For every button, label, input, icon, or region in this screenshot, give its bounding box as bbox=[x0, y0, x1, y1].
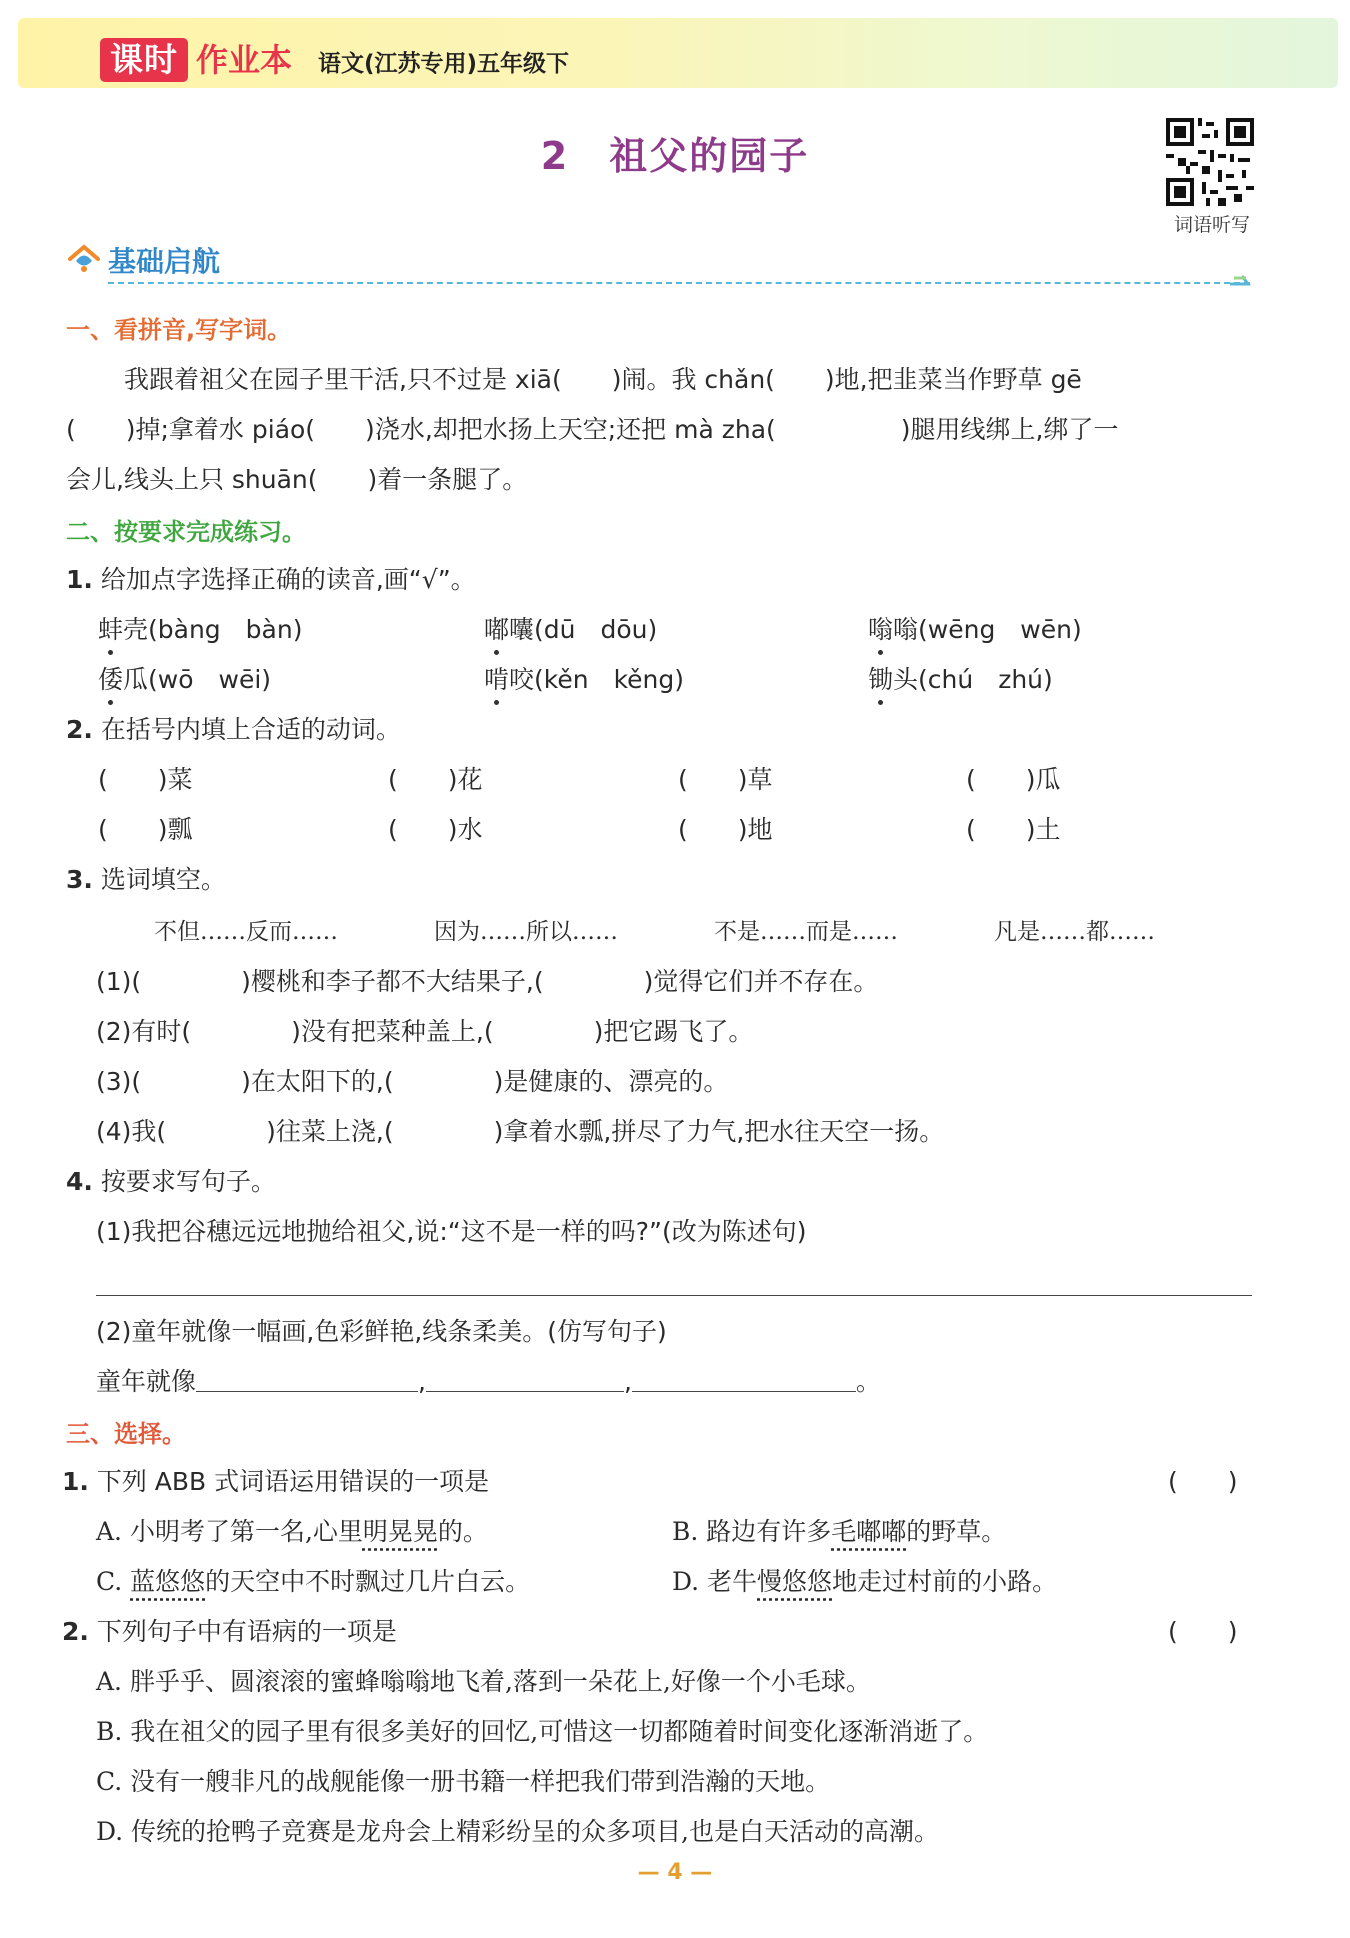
section-divider bbox=[108, 282, 1250, 284]
qr-code-icon[interactable] bbox=[1166, 118, 1254, 206]
dotted-char: 锄 bbox=[868, 662, 893, 698]
dotted-char: 嗡 bbox=[868, 612, 893, 648]
choice-text: A. 小明考了第一名,心里 bbox=[96, 1517, 363, 1546]
word-option: 凡是……都…… bbox=[994, 919, 1155, 945]
pinyin-item[interactable] bbox=[868, 612, 1082, 648]
question-number: 2. bbox=[62, 1617, 89, 1646]
choice-a[interactable] bbox=[96, 1514, 488, 1550]
qr-label: 词语听写 bbox=[1173, 214, 1250, 236]
dotted-word: 蓝悠悠 bbox=[130, 1567, 206, 1596]
verb-blank[interactable]: ( )地 bbox=[678, 815, 773, 844]
question-number: 1. bbox=[62, 1467, 89, 1496]
imitate-instruction: (2)童年就像一幅画,色彩鲜艳,线条柔美。(仿写句子) bbox=[96, 1317, 667, 1346]
comma: , bbox=[418, 1367, 426, 1396]
answer-paren[interactable]: ( ) bbox=[1168, 1467, 1238, 1496]
comma: , bbox=[623, 1367, 632, 1396]
dotted-char: 嘟 bbox=[484, 612, 509, 648]
verb-blank[interactable]: ( )土 bbox=[966, 815, 1061, 844]
part1-line-2: ( )掉;拿着水 piáo( )浇水,却把水扬上天空;还把 mà zha( )腿用线绑上,绑了一 bbox=[66, 415, 1119, 444]
brand-logo-box: 课时 bbox=[100, 38, 188, 82]
part1-title: 一、看拼音,写字词。 bbox=[66, 316, 292, 344]
dotted-word: 明晃晃 bbox=[362, 1517, 438, 1546]
lesson-title: 2 祖父的园子 bbox=[540, 134, 810, 178]
imitate-answer-row bbox=[96, 1364, 881, 1400]
brand-logo-text: 作业本 bbox=[196, 41, 293, 79]
pinyin-options: 咬(kěn kěng) bbox=[509, 665, 685, 694]
question-text: 按要求写句子。 bbox=[100, 1167, 276, 1196]
sentence-prefix: 童年就像 bbox=[96, 1367, 197, 1396]
pinyin-options: 瓜(wō wēi) bbox=[123, 665, 272, 694]
period: 。 bbox=[855, 1367, 881, 1396]
question-text: 下列句子中有语病的一项是 bbox=[96, 1617, 397, 1646]
verb-blank[interactable]: ( )瓜 bbox=[966, 765, 1061, 794]
answer-line[interactable] bbox=[96, 1295, 1252, 1296]
pinyin-item[interactable] bbox=[868, 662, 1053, 698]
question-number: 4. bbox=[66, 1167, 93, 1196]
part2-title: 二、按要求完成练习。 bbox=[66, 518, 306, 546]
pinyin-item[interactable] bbox=[98, 612, 302, 648]
q2-2-stem bbox=[66, 712, 401, 748]
answer-blank[interactable] bbox=[632, 1365, 856, 1392]
house-icon bbox=[68, 244, 100, 274]
question-text: 给加点字选择正确的读音,画“√”。 bbox=[100, 565, 476, 594]
q2-3-stem bbox=[66, 862, 226, 898]
q3-2-stem bbox=[62, 1614, 397, 1650]
q2-4-stem bbox=[66, 1164, 276, 1200]
verb-blank[interactable]: ( )草 bbox=[678, 765, 773, 794]
dotted-char: 蚌 bbox=[98, 612, 123, 648]
fill-sentence[interactable]: (1)( )樱桃和李子都不大结果子,( )觉得它们并不存在。 bbox=[96, 967, 879, 996]
fill-sentence[interactable]: (2)有时( )没有把菜种盖上,( )把它踢飞了。 bbox=[96, 1017, 754, 1046]
answer-blank[interactable] bbox=[426, 1365, 624, 1392]
question-number: 3. bbox=[66, 865, 93, 894]
verb-blank[interactable]: ( )瓢 bbox=[98, 815, 193, 844]
choice-b[interactable]: B. 我在祖父的园子里有很多美好的回忆,可惜这一切都随着时间变化逐渐消逝了。 bbox=[96, 1717, 989, 1746]
choice-a[interactable]: A. 胖乎乎、圆滚滚的蜜蜂嗡嗡地飞着,落到一朵花上,好像一个小毛球。 bbox=[96, 1667, 871, 1696]
choice-text: 的。 bbox=[437, 1517, 488, 1546]
pinyin-item[interactable] bbox=[484, 612, 657, 648]
choice-b[interactable] bbox=[672, 1514, 1006, 1550]
fill-sentence[interactable]: (3)( )在太阳下的,( )是健康的、漂亮的。 bbox=[96, 1067, 729, 1096]
choice-text: D. 老牛 bbox=[672, 1567, 758, 1596]
q3-1-stem bbox=[62, 1464, 489, 1500]
answer-paren[interactable]: ( ) bbox=[1168, 1617, 1238, 1646]
question-text: 选词填空。 bbox=[100, 865, 226, 894]
choice-d[interactable]: D. 传统的抢鸭子竞赛是龙舟会上精彩纷呈的众多项目,也是白天活动的高潮。 bbox=[96, 1817, 939, 1846]
section-header: 基础启航 bbox=[108, 245, 221, 278]
dotted-word: 慢悠悠 bbox=[757, 1567, 833, 1596]
word-option: 因为……所以…… bbox=[434, 919, 618, 945]
verb-blank[interactable]: ( )花 bbox=[388, 765, 483, 794]
page-number: — 4 — bbox=[637, 1860, 713, 1885]
arrow-decoration-icon bbox=[1228, 268, 1254, 288]
choice-text: 地走过村前的小路。 bbox=[832, 1567, 1058, 1596]
dotted-char: 啃 bbox=[484, 662, 509, 698]
choice-text: 的野草。 bbox=[906, 1517, 1007, 1546]
part3-title: 三、选择。 bbox=[66, 1420, 186, 1448]
question-number: 1. bbox=[66, 565, 93, 594]
part1-line-3: 会儿,线头上只 shuān( )着一条腿了。 bbox=[66, 465, 528, 494]
choice-text: C. bbox=[96, 1567, 131, 1596]
pinyin-options: 头(chú zhú) bbox=[893, 665, 1053, 694]
dotted-word: 毛嘟嘟 bbox=[831, 1517, 907, 1546]
rewrite-instruction: (1)我把谷穗远远地抛给祖父,说:“这不是一样的吗?”(改为陈述句) bbox=[96, 1217, 807, 1246]
question-text: 下列 ABB 式词语运用错误的一项是 bbox=[96, 1467, 490, 1496]
verb-blank[interactable]: ( )菜 bbox=[98, 765, 193, 794]
pinyin-options: 囔(dū dōu) bbox=[509, 615, 658, 644]
answer-blank[interactable] bbox=[196, 1365, 418, 1392]
pinyin-item[interactable] bbox=[98, 662, 271, 698]
pinyin-options: 壳(bàng bàn) bbox=[123, 615, 303, 644]
q2-1-stem bbox=[66, 562, 476, 598]
fill-sentence[interactable]: (4)我( )往菜上浇,( )拿着水瓢,拼尽了力气,把水往天空一扬。 bbox=[96, 1117, 945, 1146]
pinyin-item[interactable] bbox=[484, 662, 684, 698]
choice-c[interactable]: C. 没有一艘非凡的战舰能像一册书籍一样把我们带到浩瀚的天地。 bbox=[96, 1767, 831, 1796]
question-number: 2. bbox=[66, 715, 93, 744]
word-option: 不是……而是…… bbox=[714, 919, 898, 945]
book-subtitle: 语文(江苏专用)五年级下 bbox=[318, 51, 570, 77]
word-option: 不但……反而…… bbox=[154, 919, 338, 945]
question-text: 在括号内填上合适的动词。 bbox=[100, 715, 401, 744]
part1-line-1: 我跟着祖父在园子里干活,只不过是 xiā( )闹。我 chǎn( )地,把韭菜当作野草 gē bbox=[124, 365, 1082, 394]
choice-c[interactable] bbox=[96, 1564, 530, 1600]
choice-d[interactable] bbox=[672, 1564, 1057, 1600]
choice-text: B. 路边有许多 bbox=[672, 1517, 832, 1546]
dotted-char: 倭 bbox=[98, 662, 123, 698]
pinyin-options: 嗡(wēng wēn) bbox=[893, 615, 1082, 644]
verb-blank[interactable]: ( )水 bbox=[388, 815, 483, 844]
choice-text: 的天空中不时飘过几片白云。 bbox=[205, 1567, 531, 1596]
